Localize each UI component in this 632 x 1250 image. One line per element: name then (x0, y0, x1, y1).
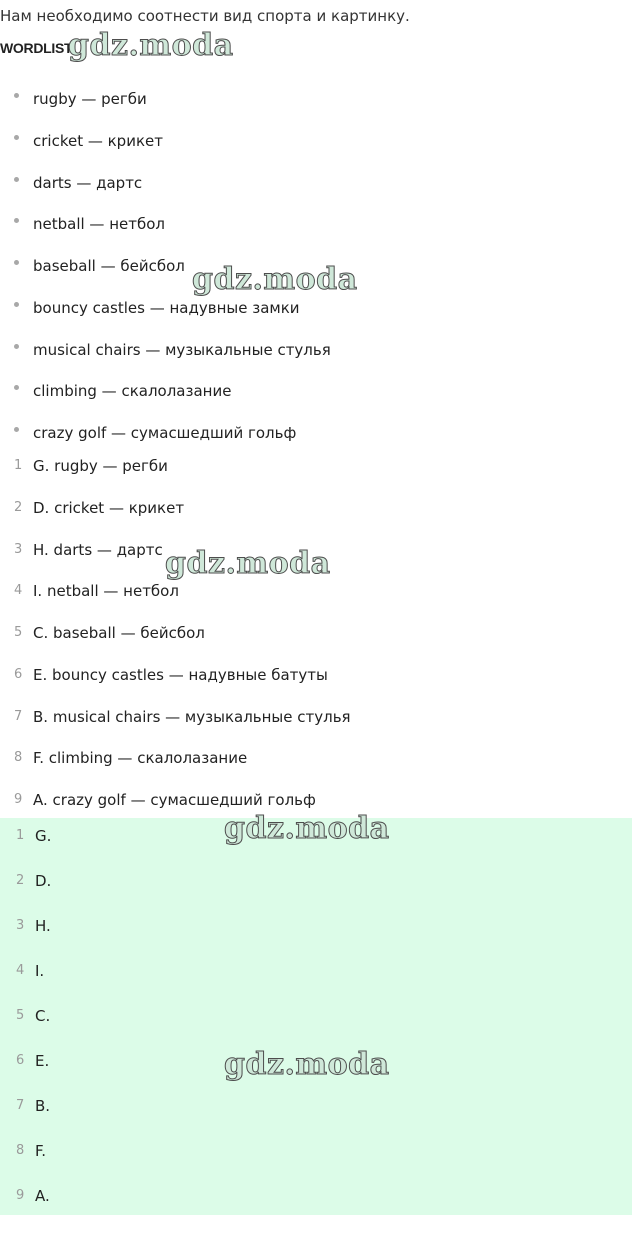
list-item-text: cricket — крикет (33, 131, 163, 150)
answer-item (0, 1088, 632, 1133)
match-item (0, 656, 632, 698)
match-number: 6 (14, 666, 23, 682)
answer-item (0, 998, 632, 1043)
match-text: A. crazy golf — сумасшедший гольф (33, 791, 316, 809)
list-item (0, 330, 632, 372)
bullet-icon (14, 427, 19, 432)
match-text: G. rugby — регби (33, 457, 168, 475)
answer-item (0, 953, 632, 998)
answer-item (0, 908, 632, 953)
intro-text: Нам необходимо соотнести вид спорта и картинку. (0, 7, 410, 25)
bullet-icon (14, 260, 19, 265)
list-item (0, 79, 632, 121)
watermark: gdz.moda (68, 28, 234, 63)
list-item-text: rugby — регби (33, 90, 147, 108)
list-item-text: crazy golf — сумасшедший гольф (33, 424, 297, 442)
list-item-text: bouncy castles — надувные замки (33, 298, 300, 317)
match-item (0, 447, 632, 489)
answer-item (0, 1178, 632, 1223)
bullet-icon (14, 177, 19, 182)
list-item-text: darts — дартс (33, 173, 143, 192)
list-item (0, 371, 632, 413)
watermark: gdz.moda (224, 811, 390, 846)
match-item (0, 489, 632, 531)
list-item (0, 121, 632, 163)
answer-text: H. (35, 917, 51, 935)
answer-number: 8 (16, 1143, 25, 1158)
match-text: E. bouncy castles — надувные батуты (33, 665, 328, 684)
match-number: 3 (14, 541, 23, 557)
answer-text: F. (35, 1142, 46, 1160)
match-number: 9 (14, 792, 23, 807)
answer-text: D. (35, 872, 52, 890)
list-item (0, 163, 632, 205)
match-item (0, 614, 632, 656)
bullet-icon (14, 135, 19, 140)
match-number: 7 (14, 708, 23, 724)
answer-number: 5 (16, 1008, 25, 1023)
answer-number: 9 (16, 1188, 25, 1203)
match-number: 4 (14, 583, 23, 599)
list-item-text: netball — нетбол (33, 215, 165, 234)
list-item (0, 204, 632, 246)
match-number: 8 (14, 750, 23, 766)
answer-text: E. (35, 1052, 50, 1070)
match-number: 2 (14, 499, 23, 515)
match-number: 5 (14, 625, 23, 640)
bullet-icon (14, 344, 19, 349)
answer-text: B. (35, 1097, 51, 1115)
watermark: gdz.moda (224, 1047, 390, 1082)
match-item (0, 698, 632, 740)
bullet-icon (14, 302, 19, 307)
match-item (0, 739, 632, 781)
match-number: 1 (14, 458, 23, 473)
watermark: gdz.moda (165, 546, 331, 581)
bullet-icon (14, 218, 19, 223)
bullet-icon (14, 93, 19, 98)
wordlist-heading: WORDLIST (0, 40, 73, 56)
answer-text: C. (35, 1007, 51, 1025)
match-text: C. baseball — бейсбол (33, 624, 205, 642)
answer-number: 6 (16, 1053, 25, 1068)
answer-number: 7 (16, 1098, 25, 1113)
answer-number: 1 (16, 828, 25, 843)
answer-text: I. (35, 962, 45, 980)
match-list (0, 447, 632, 823)
match-text: F. climbing — скалолазание (33, 749, 248, 768)
answer-item (0, 1133, 632, 1178)
match-text: H. darts — дартс (33, 540, 163, 559)
answer-box (0, 818, 632, 1215)
list-item-text: climbing — скалолазание (33, 382, 232, 401)
answer-number: 3 (16, 918, 25, 933)
list-item-text: musical chairs — музыкальные стулья (33, 340, 331, 359)
match-text: I. netball — нетбол (33, 582, 179, 601)
answer-number: 4 (16, 963, 25, 978)
watermark: gdz.moda (192, 262, 358, 297)
answer-text: G. (35, 827, 52, 845)
match-text: B. musical chairs — музыкальные стулья (33, 707, 351, 726)
bullet-icon (14, 385, 19, 390)
list-item-text: baseball — бейсбол (33, 257, 185, 275)
match-text: D. cricket — крикет (33, 498, 185, 517)
answer-item (0, 863, 632, 908)
answer-number: 2 (16, 873, 25, 888)
answer-text: A. (35, 1187, 50, 1205)
